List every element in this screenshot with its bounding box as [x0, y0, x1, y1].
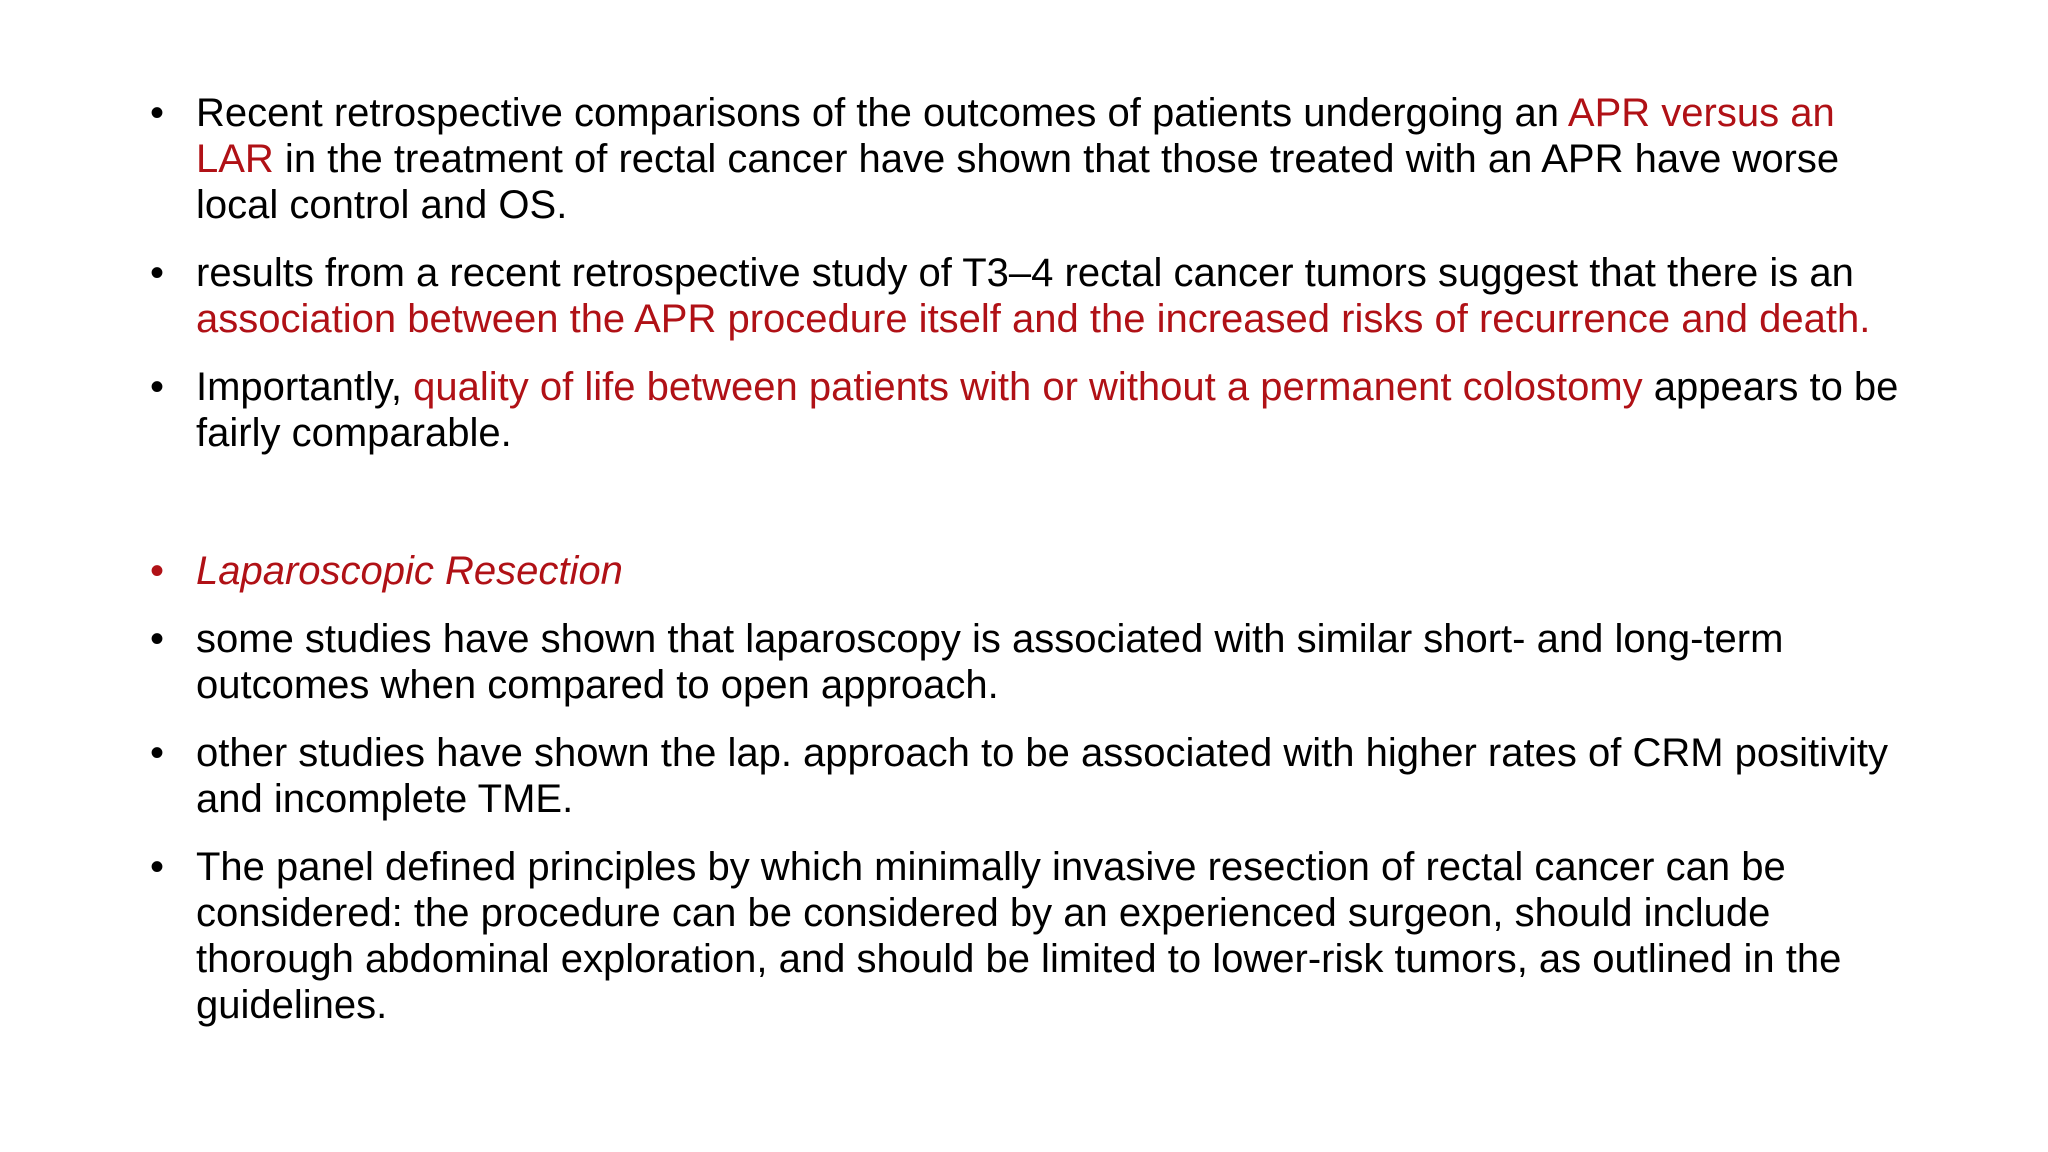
bullet-crm-positivity [150, 730, 1910, 822]
bullet-text: results from a recent retrospective study of T3–4 rectal cancer tumors suggest that there is an [196, 251, 1854, 295]
bullet-t3-4-study [150, 250, 1910, 342]
bullet-dot: • [150, 731, 165, 775]
bullet-quality-of-life [150, 364, 1910, 456]
bullet-text: Recent retrospective comparisons of the outcomes of patients undergoing an [196, 91, 1568, 135]
bullet-dot: • [150, 251, 165, 295]
bullet-text: some studies have shown that laparoscopy is associated with similar short- and long-term outcomes when compared to open approach. [196, 617, 1784, 707]
bullet-text: other studies have shown the lap. approach to be associated with higher rates of CRM positivity and incomplete TME. [196, 731, 1889, 821]
bullet-panel-principles [150, 844, 1910, 1028]
bullet-list [150, 90, 1910, 1050]
bullet-text: Importantly, [196, 365, 414, 409]
bullet-dot: • [150, 549, 165, 593]
bullet-text: in the treatment of rectal cancer have shown that those treated with an APR have worse local control and OS. [196, 137, 1840, 227]
bullet-dot: • [150, 617, 165, 661]
section-heading-text: Laparoscopic Resection [196, 549, 623, 593]
bullet-apr-vs-lar [150, 90, 1910, 228]
bullet-dot: • [150, 365, 165, 409]
highlight-text: quality of life between patients with or without a permanent colostomy [413, 365, 1643, 409]
bullet-dot: • [150, 845, 165, 889]
bullet-text: appears to be fairly comparable. [196, 365, 1899, 455]
bullet-text: The panel defined principles by which minimally invasive resection of rectal cancer can be considered: the procedure can be considered by an experienced surgeon, should include thorough abdominal exploration, and should be limited to lower-risk tumors, as outlined in the guidelines. [196, 845, 1842, 1027]
section-heading-laparoscopic-resection [150, 548, 1910, 594]
bullet-dot: • [150, 91, 165, 135]
bullet-similar-outcomes [150, 616, 1910, 708]
highlight-text: APR versus an LAR [196, 91, 1835, 181]
highlight-text: association between the APR procedure itself and the increased risks of recurrence and death. [196, 297, 1871, 341]
